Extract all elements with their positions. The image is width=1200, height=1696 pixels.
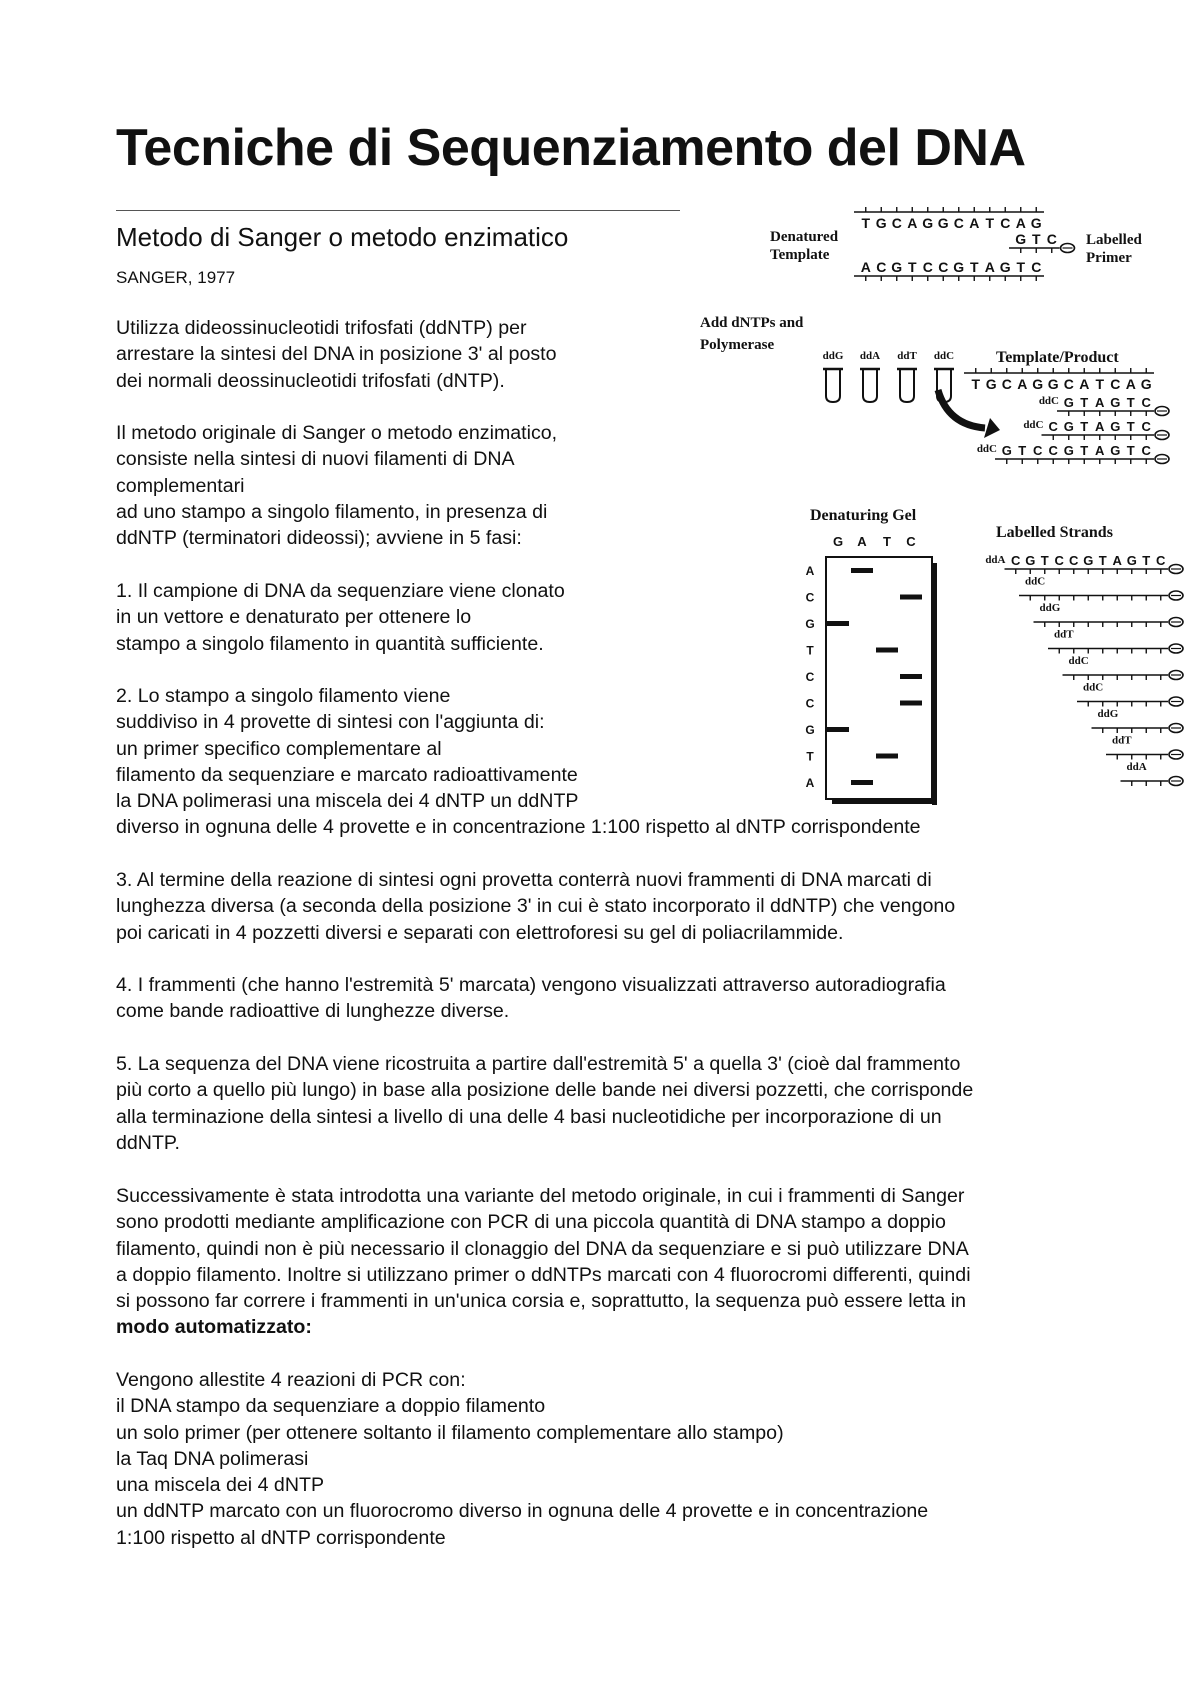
nucleotide-C: C [1141, 419, 1151, 434]
gel-row-label-G: G [805, 617, 815, 631]
tube-label-ddT: ddT [897, 350, 917, 362]
nucleotide-T: T [1080, 419, 1089, 434]
gel-row-label-A: A [805, 776, 815, 790]
nucleotide-T: T [1080, 443, 1089, 458]
labelled-strands [985, 553, 1183, 786]
paragraph-variant-text: Successivamente è stata introdotta una variante del metodo originale, in cui i frammenti di Sanger sono prodotti mediante amplificazione con PCR di una piccola quantità di DNA stampo a doppio filamento, quindi non è più necessario il clonaggio del DNA da sequenziare e si può utilizzare DNA a doppio filamento. Inoltre si utilizzano primer o ddNTPs marcati con 4 fluorocromi differenti, quindi si possono far correre i frammenti in un'unica corsia e, soprattutto, la sequenza può essere letta in [116, 1185, 971, 1313]
gel-band-C [900, 595, 922, 600]
nucleotide-T: T [1080, 395, 1089, 410]
strand-dd-label: ddA [1126, 761, 1147, 773]
nucleotide-G: G [875, 215, 887, 231]
nucleotide-A: A [1095, 395, 1105, 410]
nucleotide-A: A [969, 215, 980, 231]
nucleotide-A: A [860, 259, 871, 275]
product-dd-label: ddC [1023, 419, 1044, 431]
template-bottom-strand [854, 259, 1044, 281]
nucleotide-C: C [1048, 419, 1058, 434]
strand-dd-label: ddT [1054, 628, 1074, 641]
labelled-strand [1092, 708, 1184, 733]
tube-label-ddG: ddG [822, 350, 844, 362]
product-dd-label: ddC [1038, 395, 1059, 407]
nucleotide-C: C [1048, 443, 1058, 458]
labelled-strand [1121, 761, 1184, 786]
nucleotide-C: C [1141, 443, 1151, 458]
label-polymerase: Polymerase [700, 337, 775, 353]
gel-row-label-T: T [806, 749, 814, 764]
nucleotide-T: T [1031, 231, 1041, 247]
gel-row-label-C: C [805, 696, 815, 711]
paragraph-step-2: 2. Lo stampo a singolo filamento viene suddiviso in 4 provette di sintesi con l'aggiunta di: un primer specifico complementare al filamento da sequenziare e marcato radioattivamente la DNA polimerasi una miscela dei 4 dNTP un ddNTP diverso in ognuna delle 4 provette e in concentrazione 1:100 rispetto al dNTP corrispondente [116, 685, 921, 839]
product-strand [1023, 419, 1169, 440]
nucleotide-C: C [938, 259, 949, 275]
gel-row-label-C: C [805, 670, 815, 684]
nucleotide-C: C [1001, 376, 1012, 392]
nucleotide-G: G [937, 215, 949, 231]
paragraph-intro: Utilizza dideossinucleotidi trifosfati (ddNTP) per arrestare la sintesi del DNA in posizione 3' al posto dei normali deossinucleotidi trifosfati (dNTP). [116, 317, 557, 392]
denatured-template-panel [770, 207, 1142, 281]
nucleotide-G: G [999, 259, 1011, 275]
strand-dd-label: ddA [985, 554, 1006, 566]
nucleotide-A: A [1112, 553, 1122, 568]
nucleotide-G: G [953, 259, 965, 275]
gel-row-label-T: T [806, 643, 814, 658]
nucleotide-T: T [907, 259, 917, 275]
nucleotide-G: G [1001, 443, 1012, 458]
paragraph-variant-bold: modo automatizzato: [116, 1316, 312, 1339]
template-top-strand [854, 207, 1044, 231]
tube-label-ddC: ddC [933, 350, 955, 362]
nucleotide-T: T [971, 376, 981, 392]
nucleotide-T: T [969, 259, 979, 275]
nucleotide-C: C [1000, 215, 1011, 231]
nucleotide-G: G [922, 215, 934, 231]
paragraph-pcr-reactions: Vengono allestite 4 reazioni di PCR con: il DNA stampo da sequenziare a doppio filamento un solo primer (per ottenere soltanto il filamento complementare allo stampo) la Taq DNA polimerasi una miscela dei 4 dNTP un ddNTP marcato con un fluorocromo diverso in ognuna delle 4 provette e in concentrazione 1:100 rispetto al dNTP corrispondente [116, 1369, 929, 1549]
nucleotide-A: A [1015, 215, 1026, 231]
nucleotide-G: G [1032, 376, 1044, 392]
nucleotide-C: C [1110, 376, 1121, 392]
nucleotide-G: G [1015, 231, 1027, 247]
nucleotide-A: A [907, 215, 918, 231]
gel-bands [805, 534, 922, 790]
nucleotide-T: T [1098, 553, 1107, 568]
paragraph-step-1: 1. Il campione di DNA da sequenziare viene clonato in un vettore e denaturato per ottenere lo stampo a singolo filamento in quantità sufficiente. [116, 580, 565, 655]
nucleotide-C: C [1031, 259, 1042, 275]
label-template: Template [770, 247, 830, 263]
paragraph-step-4: 4. I frammenti (che hanno l'estremità 5' marcata) vengono visualizzati attraverso autoradiografia come bande radioattive di lunghezze diverse. [116, 974, 946, 1023]
gel-lane-label-G: G [832, 534, 844, 549]
nucleotide-A: A [1079, 376, 1090, 392]
gel-frame-shadow-bottom [832, 799, 937, 804]
labelled-strands-panel [985, 524, 1183, 786]
gel-lane-label-T: T [883, 534, 891, 549]
nucleotide-G: G [1126, 553, 1137, 568]
nucleotide-C: C [891, 215, 902, 231]
nucleotide-A: A [1125, 376, 1136, 392]
arrow-to-product [938, 390, 985, 428]
nucleotide-G: G [1110, 419, 1121, 434]
strand-dd-label: ddG [1097, 708, 1119, 720]
product-strands [977, 395, 1169, 464]
test-tube-icon [860, 369, 880, 402]
nucleotide-C: C [953, 215, 964, 231]
nucleotide-G: G [1083, 553, 1094, 568]
nucleotide-C: C [1054, 553, 1064, 568]
label-denatured: Denatured [770, 229, 839, 245]
product-strand [1039, 395, 1169, 416]
nucleotide-T: T [1040, 553, 1049, 568]
product-dd-label: ddC [976, 443, 997, 455]
nucleotide-T: T [1016, 259, 1026, 275]
tube-body [826, 370, 840, 402]
nucleotide-C: C [1063, 376, 1074, 392]
nucleotide-C: C [1011, 553, 1021, 568]
synthesis-panel [700, 315, 1169, 464]
nucleotide-C: C [1033, 443, 1043, 458]
nucleotide-A: A [1095, 443, 1105, 458]
nucleotide-G: G [1047, 376, 1059, 392]
nucleotide-G: G [1063, 395, 1074, 410]
arrowhead [984, 418, 1000, 438]
nucleotide-G: G [1063, 443, 1074, 458]
nucleotide-C: C [922, 259, 933, 275]
nucleotide-A: A [984, 259, 995, 275]
tube-label-ddA: ddA [859, 350, 881, 362]
page-title: Tecniche di Sequenziamento del DNA [116, 119, 1026, 177]
label-template-product: Template/Product [996, 349, 1119, 366]
label-primer: Primer [1086, 250, 1132, 266]
nucleotide-G: G [1063, 419, 1074, 434]
strand-dd-label: ddC [1025, 575, 1046, 588]
nucleotide-A: A [1017, 376, 1028, 392]
gel-band-A [851, 568, 873, 573]
labelled-strand [985, 553, 1183, 574]
reaction-tubes [823, 350, 955, 402]
gel-band-A [851, 780, 873, 785]
nucleotide-T: T [985, 215, 995, 231]
gel-band-T [876, 648, 898, 653]
label-add-dntps: Add dNTPs and [700, 315, 804, 331]
nucleotide-C: C [1156, 553, 1166, 568]
label-denaturing-gel: Denaturing Gel [810, 507, 917, 524]
denaturing-gel-panel [805, 507, 937, 805]
labelled-strand [1019, 576, 1183, 601]
strand-dd-label: ddG [1039, 602, 1061, 614]
strand-dd-label: ddC [1068, 655, 1089, 667]
gel-lane-label-C: C [906, 534, 916, 549]
gel-band-C [900, 701, 922, 706]
paragraph-original-method: Il metodo originale di Sanger o metodo enzimatico, consiste nella sintesi di nuovi filamenti di DNA complementari ad uno stampo a singolo filamento, in presenza di ddNTP (terminatori dideossi); avviene in 5 fasi: [116, 422, 558, 550]
nucleotide-C: C [1069, 553, 1079, 568]
nucleotide-T: T [1142, 553, 1151, 568]
gel-frame-shadow-right [932, 563, 937, 805]
labelled-strand [1063, 655, 1184, 680]
gel-row-label-A: A [805, 564, 815, 578]
tube-body [863, 370, 877, 402]
test-tube-icon [823, 369, 843, 402]
labelled-strand [1034, 602, 1184, 627]
section-subtitle: Metodo di Sanger o metodo enzimatico [116, 222, 569, 252]
gel-row-label-G: G [805, 723, 815, 737]
nucleotide-G: G [1025, 553, 1036, 568]
paragraph-step-5: 5. La sequenza del DNA viene ricostruita a partire dall'estremità 5' a quella 3' (cioè dal frammento più corto a quello più lungo) in base alla posizione delle bande nei diversi pozzetti, che corrisponde alla terminazione della sintesi a livello di una delle 4 basi nucleotidiche per incorporazione di un ddNTP. [116, 1053, 974, 1154]
gel-band-C [900, 674, 922, 679]
nucleotide-G: G [1140, 376, 1152, 392]
gel-row-label-C: C [805, 590, 815, 605]
nucleotide-T: T [1126, 395, 1135, 410]
strand-dd-label: ddC [1083, 681, 1104, 694]
nucleotide-G: G [985, 376, 997, 392]
labelled-strand [1106, 735, 1183, 760]
gel-band-G [827, 727, 849, 732]
nucleotide-C: C [876, 259, 887, 275]
nucleotide-A: A [1095, 419, 1105, 434]
paragraph-step-3: 3. Al termine della reazione di sintesi ogni provetta conterrà nuovi frammenti di DNA marcati di lunghezza diversa (a seconda della posizione 3' in cui è stato incorporato il ddNTP) che vengono poi caricati in 4 pozzetti diversi e separati con elettroforesi su gel di poliacrilammide. [116, 869, 956, 944]
nucleotide-T: T [1018, 443, 1027, 458]
labelled-primer-strand [1009, 231, 1075, 253]
nucleotide-C: C [1046, 231, 1057, 247]
nucleotide-G: G [1110, 395, 1121, 410]
nucleotide-C: C [1141, 395, 1151, 410]
label-labelled-strands: Labelled Strands [996, 524, 1113, 541]
gel-band-G [827, 621, 849, 626]
strand-dd-label: ddT [1112, 734, 1132, 747]
product-template-strand [964, 368, 1154, 392]
nucleotide-T: T [1126, 443, 1135, 458]
nucleotide-T: T [1095, 376, 1105, 392]
nucleotide-G: G [891, 259, 903, 275]
label-labelled: Labelled [1086, 232, 1142, 248]
nucleotide-T: T [861, 215, 871, 231]
product-strand [977, 443, 1169, 464]
test-tube-icon [897, 369, 917, 402]
author-reference: SANGER, 1977 [116, 268, 236, 287]
nucleotide-T: T [1126, 419, 1135, 434]
gel-band-T [876, 754, 898, 759]
labelled-strand [1077, 682, 1183, 707]
nucleotide-G: G [1030, 215, 1042, 231]
nucleotide-G: G [1110, 443, 1121, 458]
labelled-strand [1048, 629, 1183, 654]
gel-lane-label-A: A [857, 534, 867, 549]
tube-body [900, 370, 914, 402]
